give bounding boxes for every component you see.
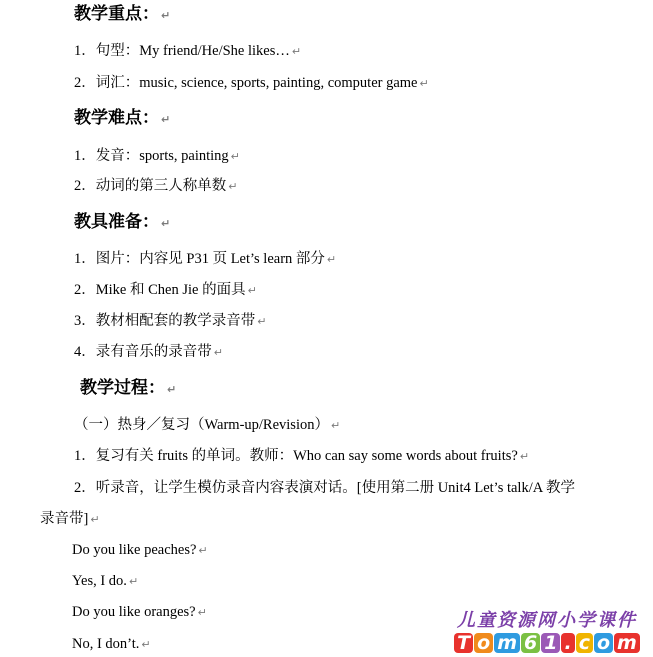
paragraph-mark-icon: ↵ [419, 77, 429, 90]
paragraph-mark-icon: ↵ [330, 419, 341, 432]
watermark-domain-char: o [474, 633, 493, 653]
doc-line: 3．教材相配套的教学录音带 ↵ [74, 313, 267, 329]
doc-line: 2．Mike 和 Chen Jie 的面具 ↵ [74, 282, 257, 298]
doc-line: 2．听录音，让学生模仿录音内容表演对话。[使用第二册 Unit4 Let’s talk/A 教学 [74, 480, 576, 496]
site-watermark-logo [447, 606, 647, 653]
doc-line: 2．动词的第三人称单数 ↵ [74, 178, 238, 194]
watermark-domain-char: o [594, 633, 613, 653]
watermark-domain-char: T [454, 633, 473, 653]
doc-line: 教学过程： ↵ [80, 378, 177, 397]
doc-line: 1．复习有关 fruits 的单词。教师：Who can say some words about fruits? ↵ [74, 448, 530, 464]
watermark-domain-char: 1 [541, 633, 560, 653]
paragraph-mark-icon: ↵ [213, 346, 223, 359]
doc-line: 1．发音：sports, painting ↵ [74, 148, 240, 164]
watermark-domain-char: c [576, 633, 593, 653]
paragraph-mark-icon: ↵ [167, 383, 177, 396]
paragraph-mark-icon: ↵ [519, 450, 530, 463]
paragraph-mark-icon: ↵ [291, 45, 302, 58]
watermark-site-name: 儿童资源网小学课件 [457, 610, 637, 631]
paragraph-mark-icon: ↵ [161, 217, 171, 230]
paragraph-mark-icon: ↵ [161, 113, 171, 126]
doc-line: 录音带] ↵ [40, 511, 100, 527]
watermark-domain-char: m [614, 633, 640, 653]
doc-line: 教学重点： ↵ [74, 4, 171, 23]
doc-line: No, I don’t. ↵ [72, 636, 151, 652]
doc-line: 1．句型：My friend/He/She likes… ↵ [74, 43, 302, 59]
paragraph-mark-icon: ↵ [228, 180, 238, 193]
doc-line: 4．录有音乐的录音带 ↵ [74, 344, 223, 360]
doc-line: Do you like peaches? ↵ [72, 542, 208, 558]
watermark-domain [447, 633, 647, 653]
doc-line: 2．词汇：music, science, sports, painting, computer game ↵ [74, 75, 429, 91]
paragraph-mark-icon: ↵ [197, 606, 207, 619]
doc-line: 教具准备： ↵ [74, 212, 171, 231]
paragraph-mark-icon: ↵ [230, 150, 240, 163]
watermark-domain-char: . [561, 633, 574, 653]
watermark-domain-char: m [494, 633, 520, 653]
paragraph-mark-icon: ↵ [326, 253, 337, 266]
paragraph-mark-icon: ↵ [90, 513, 100, 526]
doc-line: Do you like oranges? ↵ [72, 604, 207, 620]
doc-line: Yes, I do. ↵ [72, 573, 139, 589]
doc-line: （一）热身／复习（Warm-up/Revision） ↵ [74, 417, 341, 433]
paragraph-mark-icon: ↵ [257, 315, 267, 328]
paragraph-mark-icon: ↵ [198, 544, 208, 557]
paragraph-mark-icon: ↵ [161, 9, 171, 22]
paragraph-mark-icon: ↵ [247, 284, 257, 297]
doc-line: 教学难点： ↵ [74, 108, 171, 127]
doc-line: 1．图片：内容见 P31 页 Let’s learn 部分 ↵ [74, 251, 337, 267]
paragraph-mark-icon: ↵ [141, 638, 151, 651]
paragraph-mark-icon: ↵ [128, 575, 139, 588]
watermark-domain-char: 6 [521, 633, 540, 653]
